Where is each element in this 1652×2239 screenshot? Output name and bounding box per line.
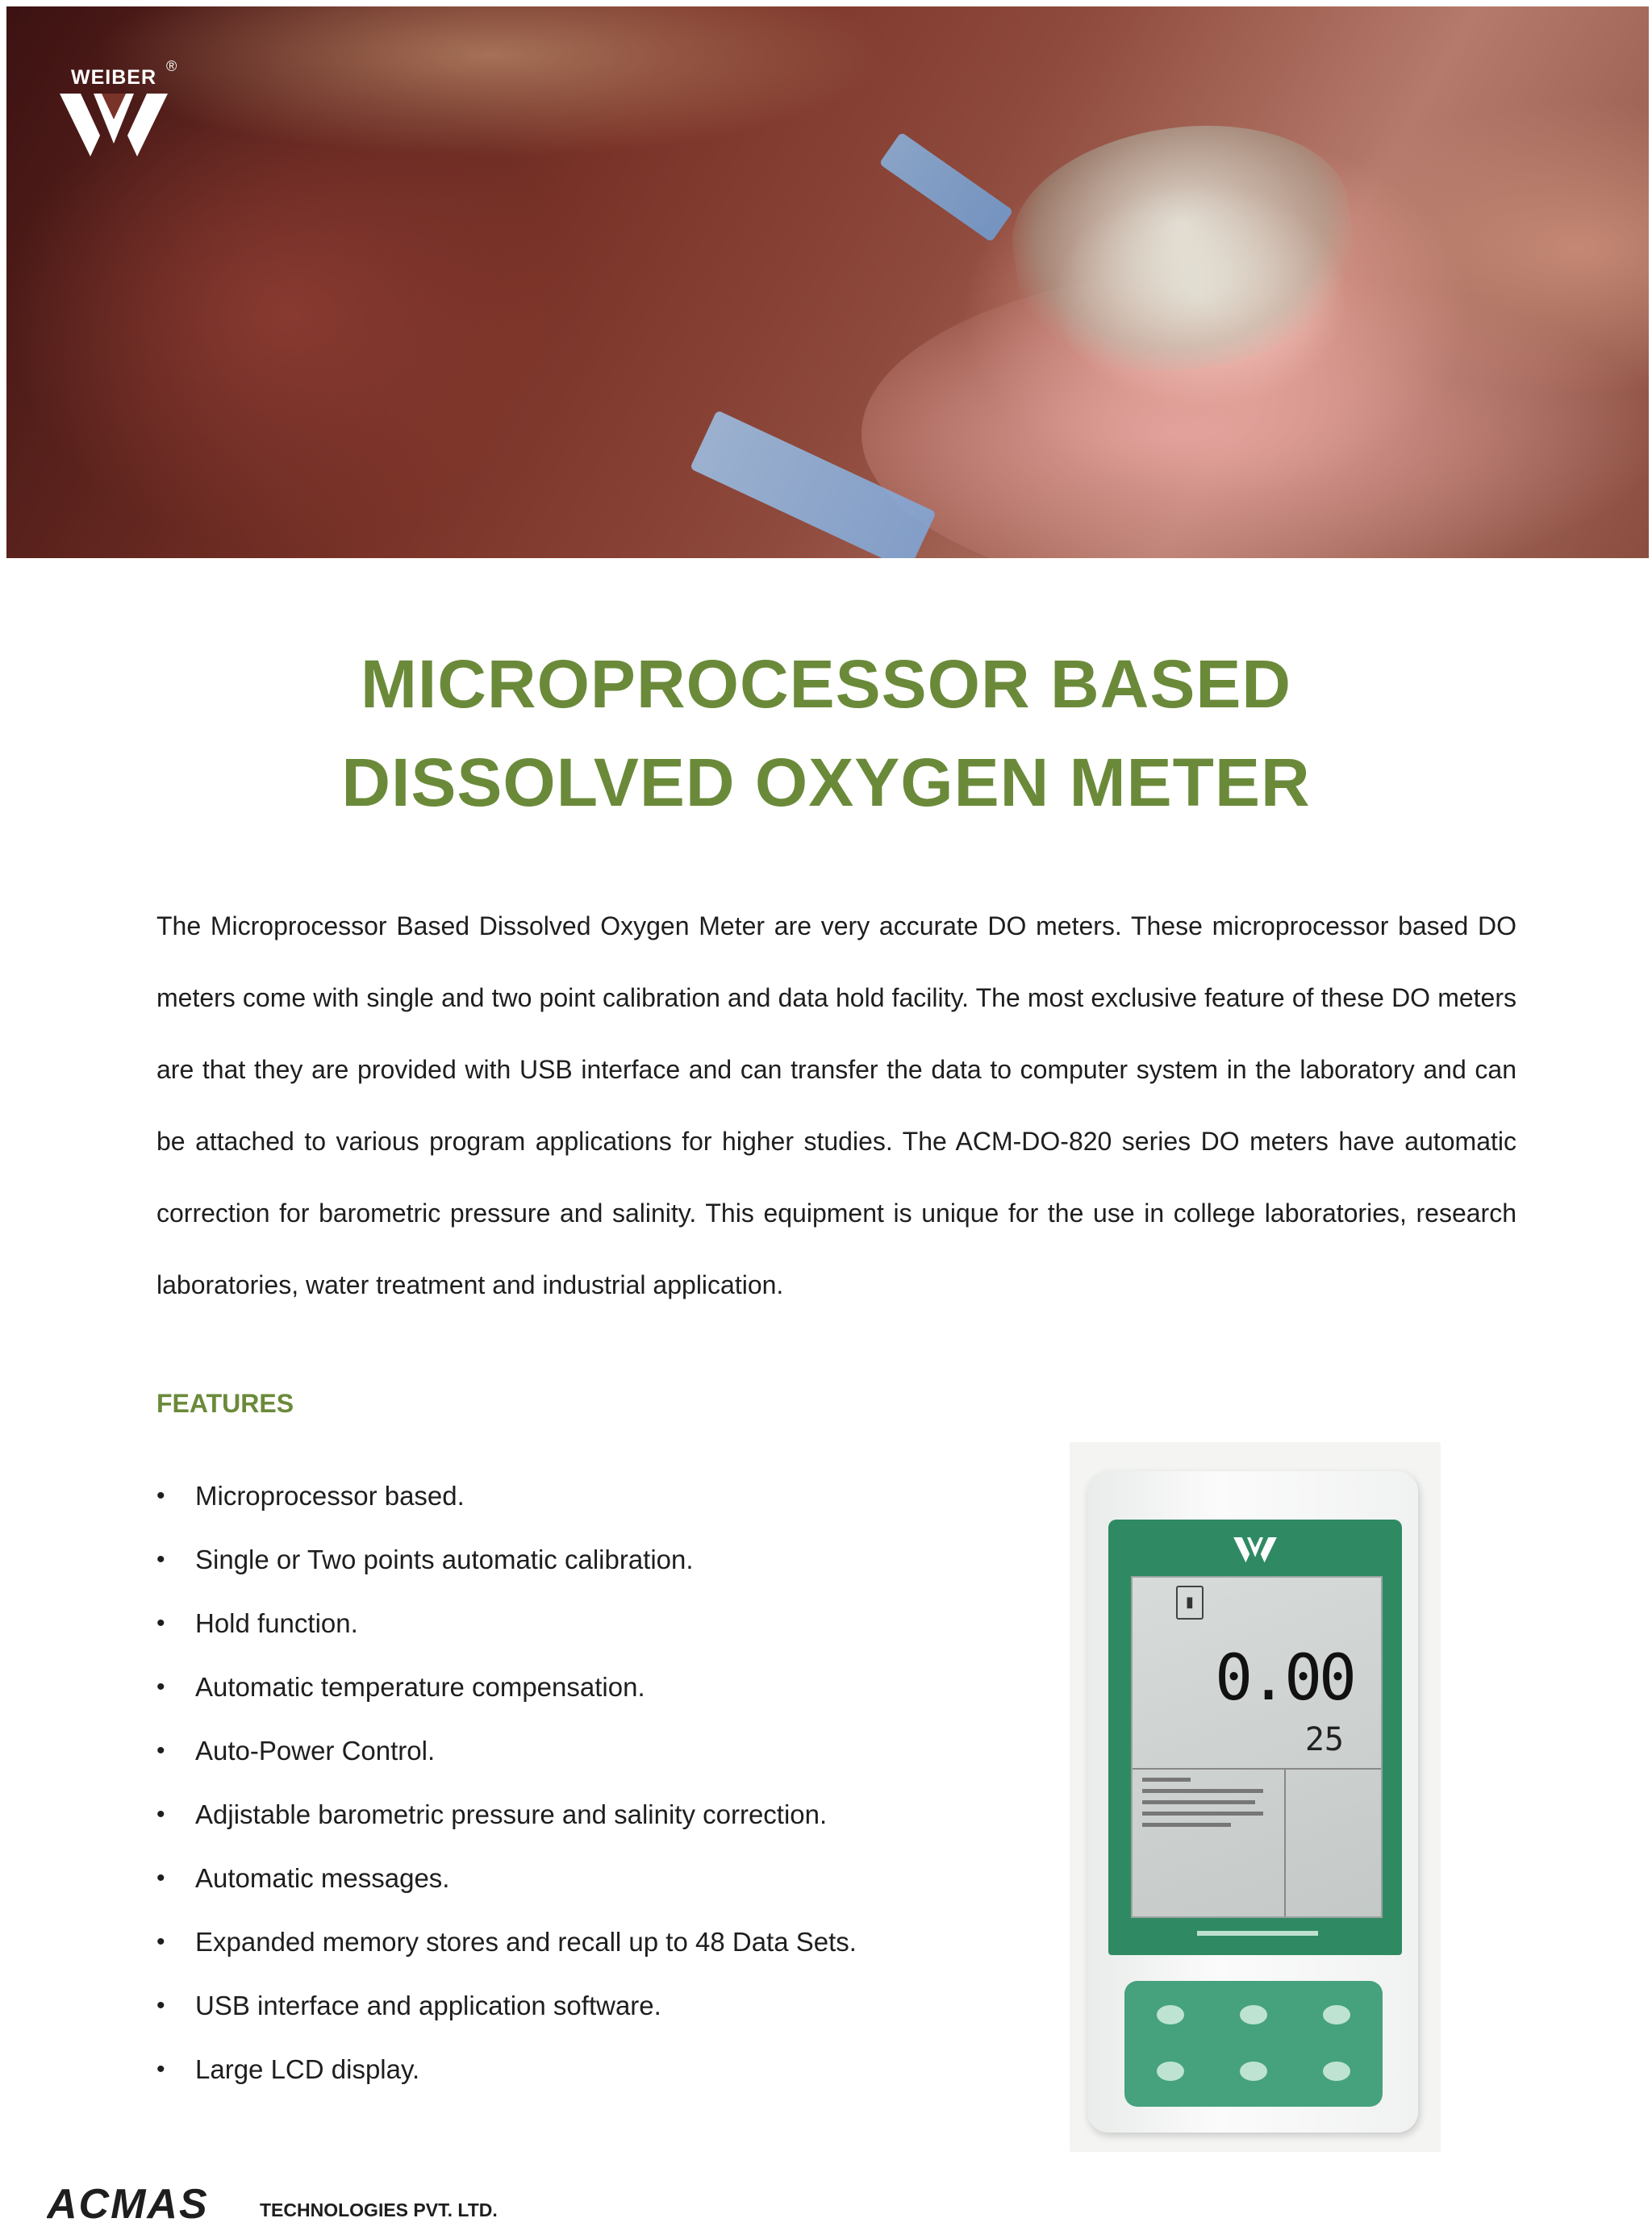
keypad-key [1323, 2062, 1350, 2081]
product-image [1070, 1442, 1441, 2152]
feature-text: Auto-Power Control. [195, 1736, 436, 1766]
bullet-icon: • [156, 1482, 165, 1509]
feature-text: Expanded memory stores and recall up to 48 Data Sets. [195, 1927, 857, 1957]
bullet-icon: • [156, 1610, 165, 1637]
list-item [156, 1782, 963, 1846]
bullet-icon: • [156, 2056, 165, 2083]
acmas-logo [47, 2184, 253, 2223]
meter-label-strip [1197, 1931, 1318, 1936]
list-item [156, 1528, 963, 1591]
do-meter-device [1087, 1471, 1418, 2133]
keypad-key [1157, 2062, 1184, 2081]
lcd-display [1131, 1576, 1383, 1918]
lcd-divider [1284, 1768, 1286, 1916]
weiber-logo-text: WEIBER [71, 66, 156, 89]
bullet-icon: • [156, 1992, 165, 2019]
feature-text: Large LCD display. [195, 2054, 420, 2084]
bullet-icon: • [156, 1737, 165, 1764]
page-title-line-2: DISSOLVED OXYGEN METER [341, 744, 1311, 820]
keypad-key [1323, 2005, 1350, 2024]
hero-photo-probe-stripe [879, 132, 1014, 243]
meter-keypad [1124, 1981, 1383, 2107]
registered-mark: ® [166, 58, 177, 74]
list-item [156, 2037, 963, 2101]
feature-text: Hold function. [195, 1608, 358, 1638]
bullet-icon: • [156, 1928, 165, 1955]
feature-text: USB interface and application software. [195, 1991, 661, 2020]
meter-brand-icon [1108, 1534, 1402, 1570]
footer-company-name: TECHNOLOGIES PVT. LTD. [260, 2199, 498, 2220]
feature-text: Microprocessor based. [195, 1481, 465, 1511]
list-item [156, 1846, 963, 1910]
feature-text: Automatic temperature compensation. [195, 1672, 645, 1702]
features-list [156, 1464, 963, 2101]
keypad-key [1157, 2005, 1184, 2024]
bullet-icon: • [156, 1865, 165, 1891]
acmas-logo-text: ACMAS [47, 2184, 209, 2223]
list-item [156, 1655, 963, 1719]
list-item [156, 1464, 963, 1528]
features-heading: FEATURES [156, 1389, 294, 1418]
feature-text: Automatic messages. [195, 1863, 450, 1893]
list-item [156, 1974, 963, 2037]
meter-face [1108, 1520, 1402, 1955]
lcd-temperature: 25 [1304, 1721, 1344, 1758]
hero-photo [6, 6, 1649, 558]
probe-icon: ▮ [1176, 1586, 1204, 1620]
list-item [156, 1719, 963, 1782]
list-item [156, 1910, 963, 1974]
lcd-divider [1133, 1768, 1381, 1770]
weiber-w-icon [53, 94, 174, 158]
list-item [156, 1591, 963, 1655]
intro-paragraph: The Microprocessor Based Dissolved Oxygen Meter are very accurate DO meters. These microprocessor based DO meters come with single and two point calibration and data hold facility. The most exclusive feature of these DO meters are that they are provided with USB interface and can transfer the data to computer system in the laboratory and can be attached to various program applications for higher studies. The ACM-DO-820 series DO meters have automatic correction for barometric pressure and salinity. This equipment is unique for the use in college laboratories, research laboratories, water treatment and industrial application. [156, 911, 1516, 1299]
page-title-line-1: MICROPROCESSOR BASED [360, 646, 1292, 722]
keypad-key [1240, 2005, 1267, 2024]
feature-text: Adjistable barometric pressure and salinity correction. [195, 1799, 828, 1829]
feature-text: Single or Two points automatic calibration. [195, 1545, 694, 1574]
keypad-key [1240, 2062, 1267, 2081]
bullet-icon: • [156, 1674, 165, 1700]
bullet-icon: • [156, 1546, 165, 1573]
lcd-reading: 0.00 [1215, 1642, 1354, 1715]
weiber-logo [53, 58, 182, 171]
bullet-icon: • [156, 1801, 165, 1828]
lcd-message-area [1142, 1778, 1271, 1834]
